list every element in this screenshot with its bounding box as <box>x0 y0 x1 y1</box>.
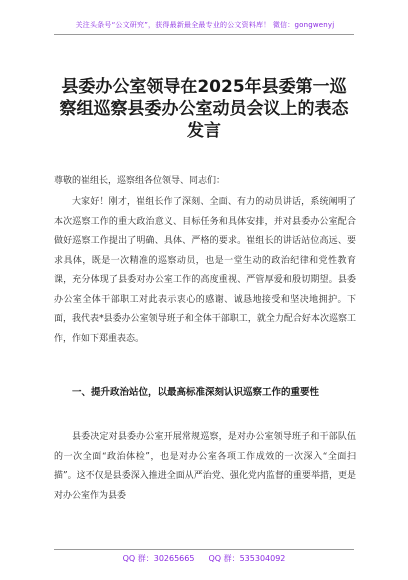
body-paragraph-1: 大家好！刚才，崔组长作了深刻、全面、有力的动员讲话，系统阐明了本次巡察工作的重大政治意义、目标任务和具体安排，并对县委办公室配合做好巡察工作提出了明确、具体、严格的要求。崔组长的讲话站位高远、要求具体，既是一次精准的巡察动员，也是一堂生动的政治纪律和党性教育课，充分体现了县委对办公室工作的高度重视、严管厚爱和殷切期望。县委办公室全体干部职工对此表示衷心的感谢、诚恳地接受和坚决地拥护。下面，我代表*县委办公室领导班子和全体干部职工，就全力配合好本次巡察工作，作如下郑重表态。 <box>54 197 356 344</box>
salutation: 尊敬的崔组长，巡察组各位领导、同志们： <box>54 176 226 186</box>
header-banner: 关注头条号“公文研究”，获得最新最全最专业的公文资料库！ 微信：gongwenyj <box>75 21 335 29</box>
document-title: 县委办公室领导在2025年县委第一巡察组巡察县委办公室动员会议上的表态发言 <box>59 77 349 141</box>
footer-divider <box>54 549 354 550</box>
footer-qq-group-1: QQ 群：30265665 <box>122 554 195 563</box>
footer-qq-group-2: QQ 群：535304092 <box>208 554 286 563</box>
header-divider <box>54 34 354 35</box>
body-paragraph-2: 县委决定对县委办公室开展常规巡察，是对办公室领导班子和干部队伍的一次全面“政治体检”，也是对办公室各项工作成效的一次深入“全面扫描”。这不仅是县委深入推进全面从严治党、强化党内监督的重要举措，更是对办公室作为县委 <box>54 432 356 501</box>
section-heading-1: 一、提升政治站位，以最高标准深刻认识巡察工作的重要性 <box>72 387 320 398</box>
footer <box>0 553 408 564</box>
